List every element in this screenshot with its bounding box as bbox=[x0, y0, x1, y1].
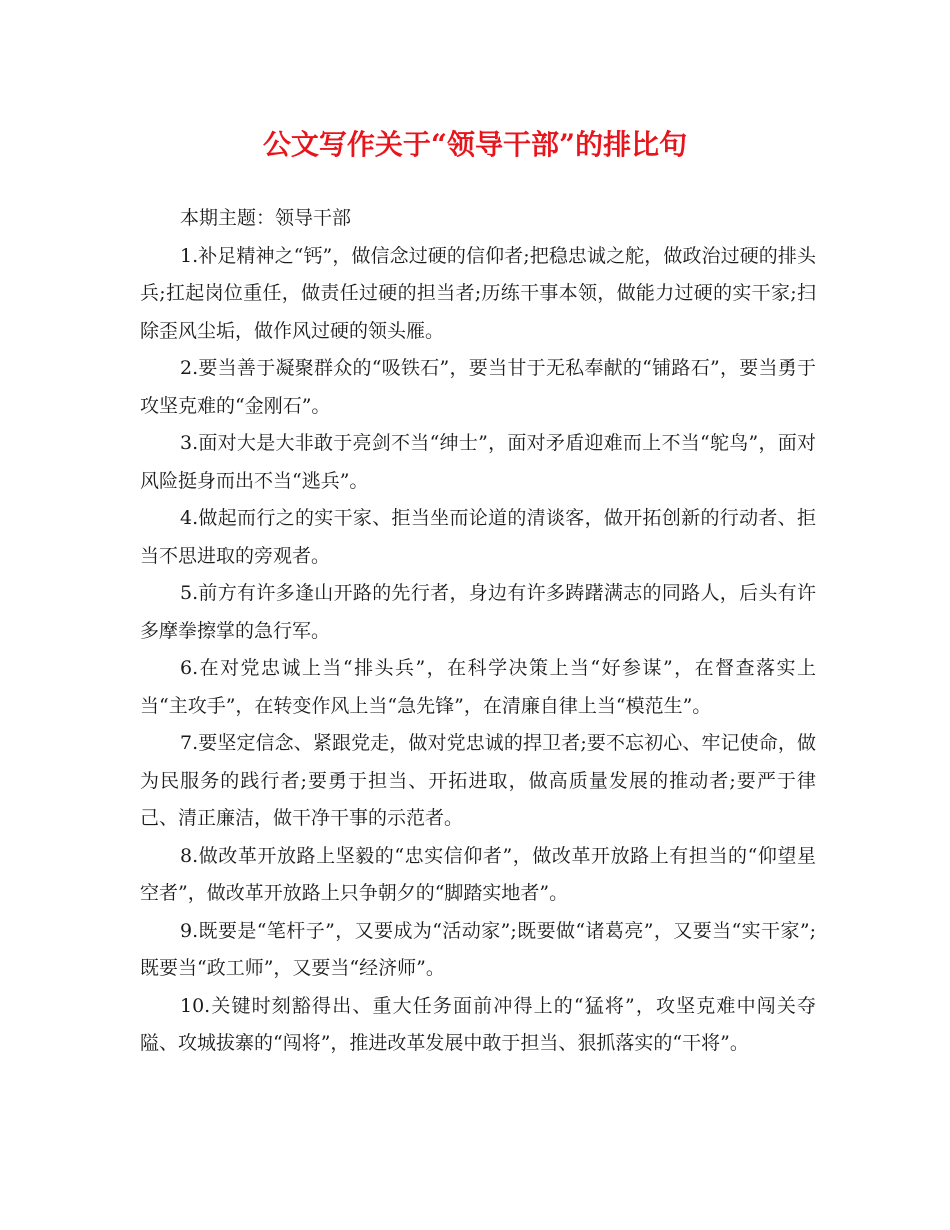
list-item: 1.补足精神之“钙”，做信念过硬的信仰者;把稳忠诚之舵，做政治过硬的排头兵;扛起岗位重任，做责任过硬的担当者;历练干事本领，做能力过硬的实干家;扫除歪风尘垢，做作风过硬的领头雁。 bbox=[140, 244, 816, 342]
list-item: 9.既要是“笔杆子”，又要成为“活动家”;既要做“诸葛亮”，又要当“实干家”;既要当“政工师”，又要当“经济师”。 bbox=[140, 919, 816, 979]
list-item: 3.面对大是大非敢于亮剑不当“绅士”，面对矛盾迎难而上不当“鸵鸟”，面对风险挺身而出不当“逃兵”。 bbox=[140, 432, 816, 492]
document-body bbox=[140, 200, 816, 1063]
list-item: 2.要当善于凝聚群众的“吸铁石”，要当甘于无私奉献的“铺路石”，要当勇于攻坚克难的“金刚石”。 bbox=[140, 357, 816, 417]
list-item: 5.前方有许多逢山开路的先行者，身边有许多踌躇满志的同路人，后头有许多摩拳擦掌的急行军。 bbox=[140, 582, 816, 642]
list-item: 10.关键时刻豁得出、重大任务面前冲得上的“猛将”，攻坚克难中闯关夺隘、攻城拔寨的“闯将”，推进改革发展中敢于担当、狠抓落实的“干将”。 bbox=[140, 994, 816, 1054]
list-item: 6.在对党忠诚上当“排头兵”，在科学决策上当“好参谋”，在督查落实上当“主攻手”，在转变作风上当“急先锋”，在清廉自律上当“模范生”。 bbox=[140, 657, 816, 717]
list-item: 4.做起而行之的实干家、拒当坐而论道的清谈客，做开拓创新的行动者、拒当不思进取的旁观者。 bbox=[140, 507, 816, 567]
list-item: 8.做改革开放路上坚毅的“忠实信仰者”，做改革开放路上有担当的“仰望星空者”，做改革开放路上只争朝夕的“脚踏实地者”。 bbox=[140, 844, 816, 904]
list-item: 7.要坚定信念、紧跟党走，做对党忠诚的捍卫者;要不忘初心、牢记使命，做为民服务的践行者;要勇于担当、开拓进取，做高质量发展的推动者;要严于律己、清正廉洁，做干净干事的示范者。 bbox=[140, 732, 816, 829]
theme-line: 本期主题：领导干部 bbox=[180, 207, 352, 229]
page-title: 公文写作关于“领导干部”的排比句 bbox=[262, 128, 688, 161]
